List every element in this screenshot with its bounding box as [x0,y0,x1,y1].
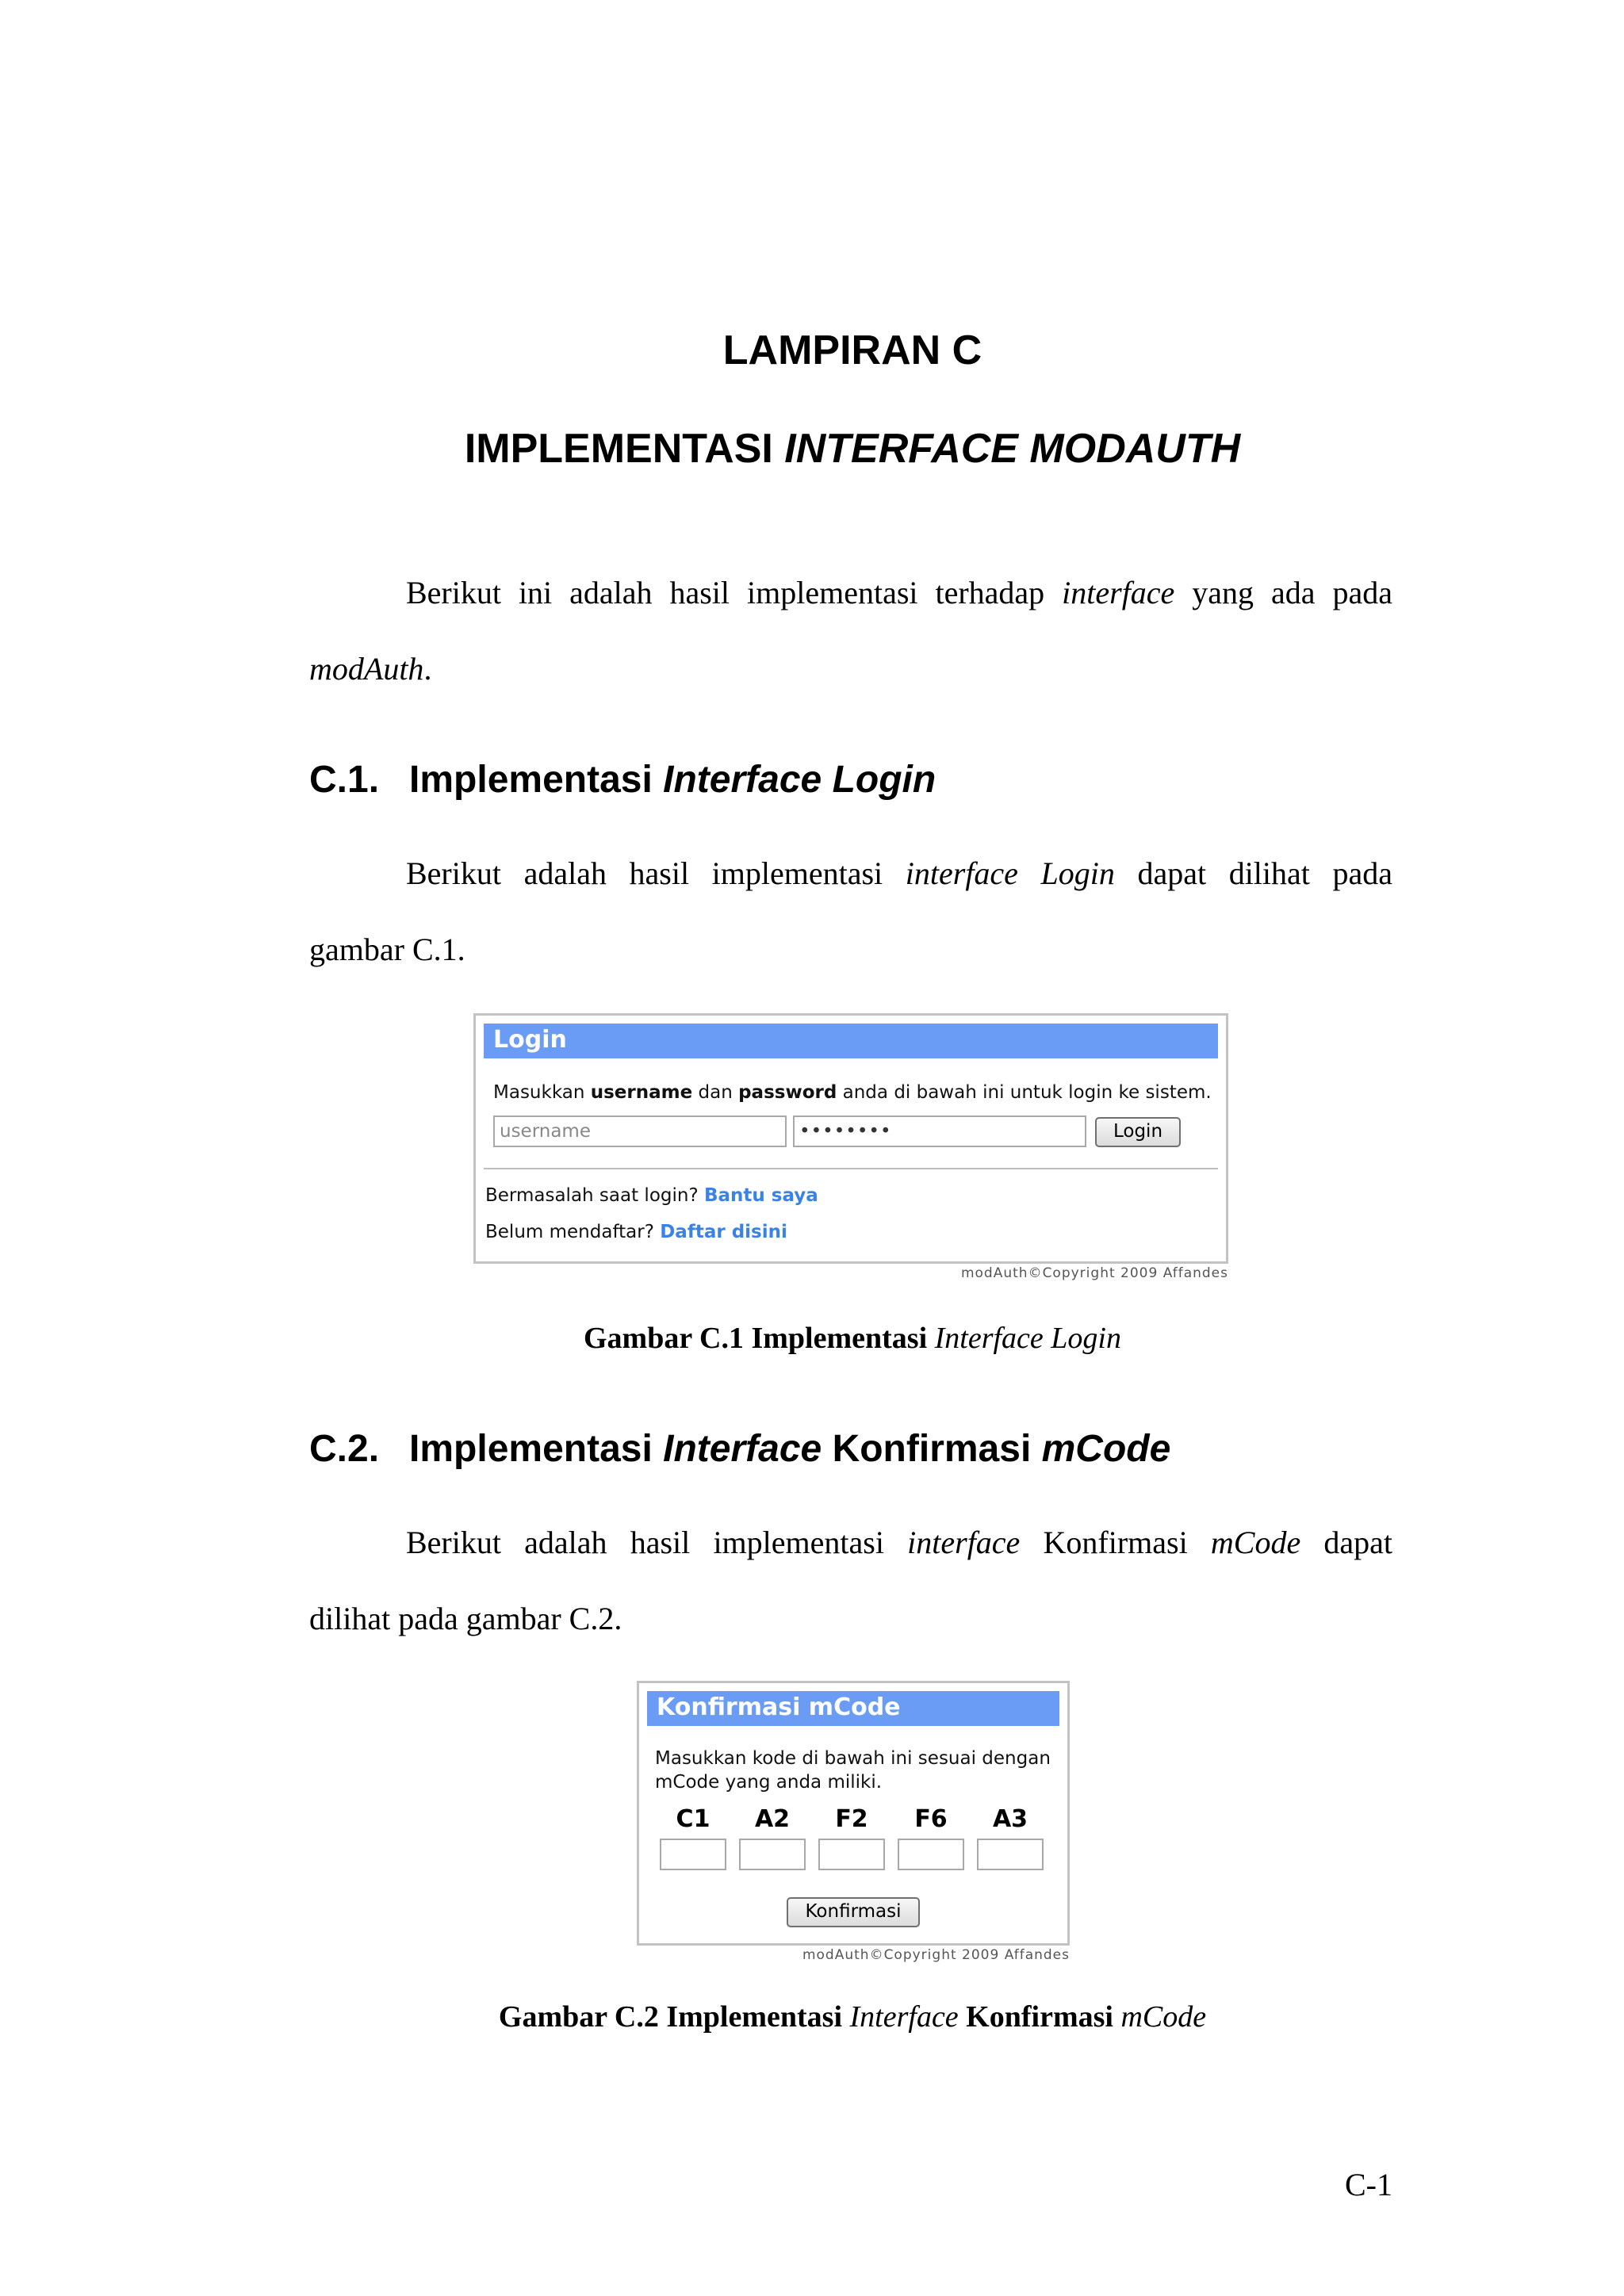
code-label-1: C1 [676,1805,710,1833]
section-title: Implementasi [409,1428,664,1470]
intro-text: . [423,651,432,687]
intro-em: interface [1062,575,1175,610]
page-subtitle [0,425,1624,473]
body-em: mCode [1210,1525,1301,1560]
section-c2-text-line-2: dilihat pada gambar C.2. [309,1601,622,1636]
mcode-copyright: modAuth©Copyright 2009 Affandes [802,1947,1070,1963]
section-c2-text-line-1 [406,1527,1392,1559]
register-row [485,1222,787,1242]
page-number: C-1 [1345,2167,1392,2202]
login-panel [473,1013,1228,1264]
caption-bold: Gambar C.1 Implementasi [584,1322,935,1355]
divider [484,1168,1218,1169]
username-input[interactable]: username [493,1115,787,1147]
section-title: Implementasi [409,759,664,801]
body-text: dapat [1300,1525,1393,1560]
caption-italic: mCode [1120,2000,1207,2034]
instruction-line: Masukkan kode di bawah ini sesuai dengan [655,1748,1051,1769]
help-row [485,1185,818,1206]
instruction-bold: username [590,1082,693,1103]
code-label-3: F2 [835,1805,868,1833]
body-em: interface [907,1525,1021,1560]
body-text: Berikut adalah hasil implementasi [406,1525,908,1560]
instruction-text: dan [692,1082,739,1103]
caption-bold: Konfirmasi [958,2000,1121,2034]
section-c1-heading [309,758,936,802]
instruction-text: anda di bawah ini untuk login ke sistem. [837,1082,1212,1103]
intro-text: Berikut ini adalah hasil implementasi terhadap [406,575,1063,610]
intro-line-1 [406,577,1392,609]
body-text: dapat dilihat pada [1114,855,1392,891]
instruction-text: Masukkan [493,1082,591,1103]
code-input-3[interactable] [818,1839,885,1870]
mcode-panel [637,1681,1070,1946]
code-input-2[interactable] [739,1839,806,1870]
mcode-instruction [655,1747,1051,1794]
page-title: LAMPIRAN C [722,327,982,373]
body-text: Berikut adalah hasil implementasi [406,855,906,891]
section-number: C.1. [309,759,380,801]
figure-caption-c1 [0,1321,1624,1356]
help-link[interactable]: Bantu saya [703,1185,818,1206]
body-text: Konfirmasi [1020,1525,1211,1560]
login-instruction [493,1082,1212,1103]
caption-bold: Gambar C.2 Implementasi [498,2000,850,2034]
instruction-bold: password [738,1082,837,1103]
code-input-1[interactable] [660,1839,726,1870]
body-em: interface Login [905,855,1115,891]
login-button[interactable]: Login [1095,1117,1181,1147]
intro-line-2 [309,653,431,685]
login-copyright: modAuth©Copyright 2009 Affandes [960,1265,1228,1281]
code-input-4[interactable] [898,1839,964,1870]
help-text: Bermasalah saat login? [485,1185,704,1206]
code-label-5: A3 [992,1805,1028,1833]
code-label-4: F6 [914,1805,948,1833]
caption-italic: Interface [849,2000,959,2034]
caption-italic: Interface Login [934,1322,1121,1355]
intro-text: yang ada pada [1174,575,1392,610]
section-c2-heading [309,1427,1170,1471]
intro-em: modAuth [309,651,424,687]
section-title-italic: Interface [663,1428,822,1470]
subtitle-italic: INTERFACE MODAUTH [784,426,1241,472]
section-title-italic: Interface Login [663,759,936,801]
mcode-header: Konfirmasi mCode [647,1691,1059,1726]
konfirmasi-button[interactable]: Konfirmasi [787,1897,920,1927]
section-title: Konfirmasi [822,1428,1042,1470]
section-c1-text-line-2: gambar C.1. [309,932,465,967]
code-label-2: A2 [754,1805,791,1833]
figure-caption-c2 [0,1999,1624,2034]
code-input-5[interactable] [977,1839,1044,1870]
section-c1-text-line-1 [406,855,1392,891]
section-title-italic: mCode [1041,1428,1171,1470]
register-link[interactable]: Daftar disini [660,1222,787,1242]
register-text: Belum mendaftar? [485,1222,661,1242]
password-input[interactable]: •••••••• [793,1115,1086,1147]
instruction-line: mCode yang anda miliki. [655,1772,883,1793]
section-number: C.2. [309,1428,380,1470]
login-header: Login [484,1024,1218,1058]
subtitle-part: IMPLEMENTASI [464,426,785,472]
